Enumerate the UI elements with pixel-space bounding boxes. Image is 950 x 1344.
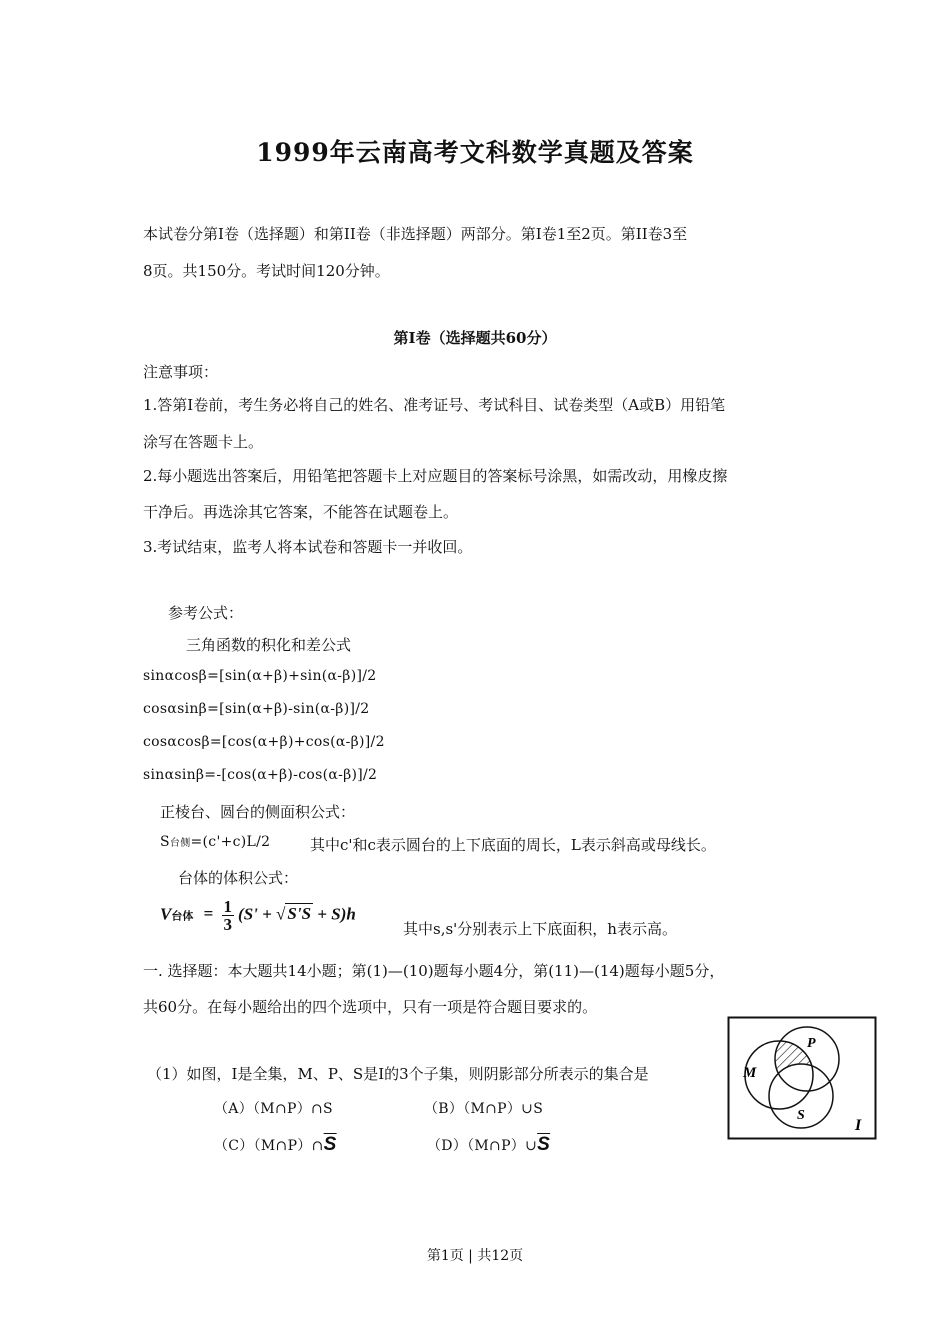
note-1-line-2: 涂写在答题卡上。	[143, 433, 264, 451]
trig-formula-3: cosαcosβ=[cos(α+β)+cos(α-β)]/2	[143, 734, 385, 750]
volume-formula	[160, 898, 356, 933]
volume-sqrt: S'S	[287, 904, 312, 924]
volume-subscript: 台体	[171, 910, 194, 923]
option-d	[427, 1134, 550, 1156]
notes-heading: 注意事项：	[143, 363, 219, 381]
volume-open: (S' +	[238, 904, 277, 924]
intro-line-2: 8页。共150分。考试时间120分钟。	[143, 262, 390, 280]
note-2-line-1: 2.每小题选出答案后，用铅笔把答题卡上对应题目的答案标号涂黑，如需改动，用橡皮擦	[143, 467, 728, 485]
intro-line-1: 本试卷分第Ⅰ卷（选择题）和第II卷（非选择题）两部分。第Ⅰ卷1至2页。第II卷3至	[143, 225, 688, 243]
fraction-numerator: 1	[223, 897, 233, 916]
volume-description: 其中s,s'分别表示上下底面积，h表示高。	[403, 920, 677, 938]
option-c	[214, 1134, 337, 1156]
label-i: I	[855, 1117, 862, 1134]
note-1-line-1: 1.答第Ⅰ卷前，考生务必将自己的姓名、准考证号、考试科目、试卷类型（A或B）用铅笔	[143, 396, 726, 414]
volume-close: + S)h	[313, 904, 356, 924]
section-title: 第Ⅰ卷（选择题共60分）	[393, 329, 557, 347]
label-s: S	[797, 1108, 805, 1123]
option-c-text: （C）（M∩P）∩	[214, 1138, 324, 1154]
lateral-rest: =(c'+c)L/2	[190, 834, 271, 850]
option-d-text: （D）（M∩P）∪	[427, 1138, 538, 1154]
option-b: （B）（M∩P）∪S	[424, 1101, 544, 1117]
volume-heading: 台体的体积公式：	[178, 869, 299, 887]
note-2-line-2: 干净后。再选涂其它答案，不能答在试题卷上。	[143, 503, 459, 521]
trig-formula-4: sinαsinβ=-[cos(α+β)-cos(α-β)]/2	[143, 767, 378, 783]
fraction-denominator: 3	[223, 915, 233, 934]
question-1-stem: （1）如图，I是全集，M、P、S是I的3个子集，则阴影部分所表示的集合是	[147, 1065, 649, 1083]
volume-equals: =	[203, 904, 214, 924]
part1-line-1: 一. 选择题：本大题共14小题；第(1)—(10)题每小题4分，第(11)—(14)题每小题5分，	[143, 962, 725, 980]
page-footer: 第1页 | 共12页	[426, 1248, 524, 1264]
sqrt-icon: √	[276, 904, 286, 924]
trig-formula-1: sinαcosβ=[sin(α+β)+sin(α-β)]/2	[143, 668, 377, 684]
complement-s: $\overline{S}$	[537, 1134, 551, 1155]
volume-v: V	[160, 904, 172, 924]
formulas-heading: 参考公式：	[168, 604, 244, 622]
page-title: 1999年云南高考文科数学真题及答案	[256, 138, 694, 167]
venn-diagram	[727, 1016, 877, 1140]
note-3: 3.考试结束，监考人将本试卷和答题卡一并收回。	[143, 538, 473, 556]
lateral-area-description: 其中c'和c表示圆台的上下底面的周长，L表示斜高或母线长。	[310, 836, 716, 854]
volume-fraction	[222, 898, 235, 933]
trig-formula-2: cosαsinβ=[sin(α+β)-sin(α-β)]/2	[143, 701, 370, 717]
lateral-area-heading: 正棱台、圆台的侧面积公式：	[160, 803, 356, 821]
part1-line-2: 共60分。在每小题给出的四个选项中，只有一项是符合题目要求的。	[143, 998, 598, 1016]
trig-heading: 三角函数的积化和差公式	[186, 636, 352, 654]
option-a: （A）（M∩P）∩S	[214, 1101, 333, 1117]
lateral-subscript: 台侧	[169, 838, 191, 849]
lateral-area-formula	[160, 834, 270, 850]
label-p: P	[807, 1036, 816, 1051]
lateral-s: S	[160, 834, 170, 850]
complement-s: $\overline{S}$	[323, 1134, 337, 1155]
label-m: M	[743, 1065, 757, 1081]
